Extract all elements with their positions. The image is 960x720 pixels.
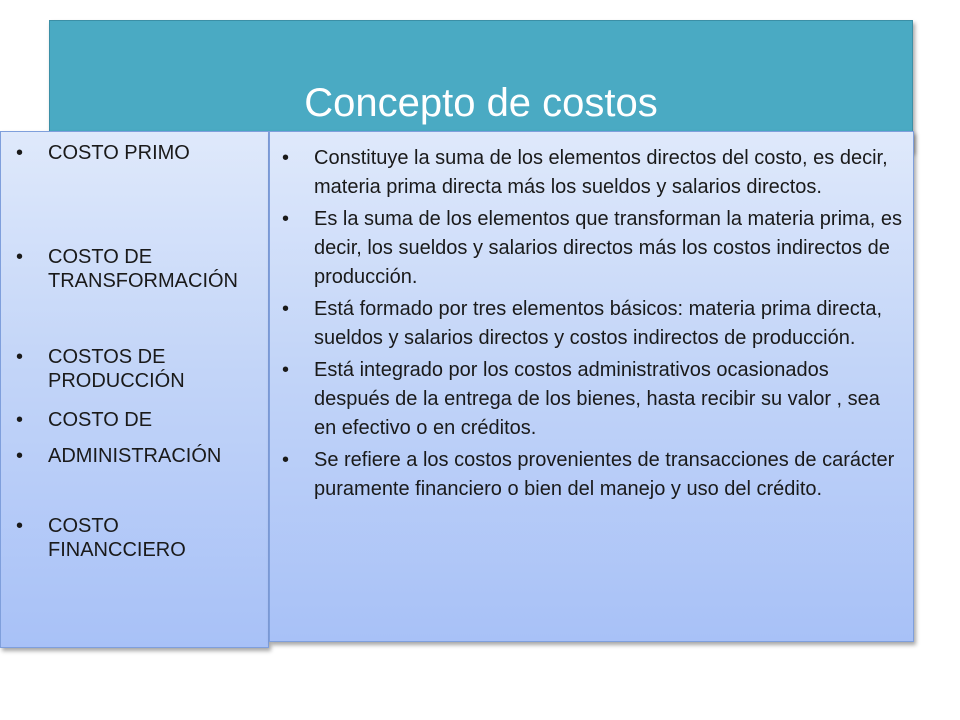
slide-title: Concepto de costos [304,81,658,125]
concept-item: • COSTOS DE PRODUCCIÓN [48,345,268,393]
concept-list-box [0,131,269,648]
definition-list-box [269,131,914,642]
definition-item: • Está integrado por los costos administrativos ocasionados después de la entrega de los bienes, hasta recibir su valor , sea en efectivo o en créditos. [314,356,904,443]
concept-item: • ADMINISTRACIÓN [48,444,268,468]
definition-item: • Se refiere a los costos provenientes de transacciones de carácter puramente financiero o bien del manejo y uso del crédito. [314,446,904,504]
definition-item: • Constituye la suma de los elementos directos del costo, es decir, materia prima directa más los sueldos y salarios directos. [314,144,904,202]
definition-item: • Es la suma de los elementos que transforman la materia prima, es decir, los sueldos y salarios directos más los costos indirectos de producción. [314,205,904,292]
concept-item: • COSTO PRIMO [48,141,268,165]
concept-item: • COSTO DE TRANSFORMACIÓN [48,245,268,293]
definition-list [314,144,904,507]
definition-item: • Está formado por tres elementos básicos: materia prima directa, sueldos y salarios directos y costos indirectos de producción. [314,295,904,353]
concept-item: • COSTO DE [48,408,268,432]
concept-item: • COSTO FINANCCIERO [48,514,208,562]
